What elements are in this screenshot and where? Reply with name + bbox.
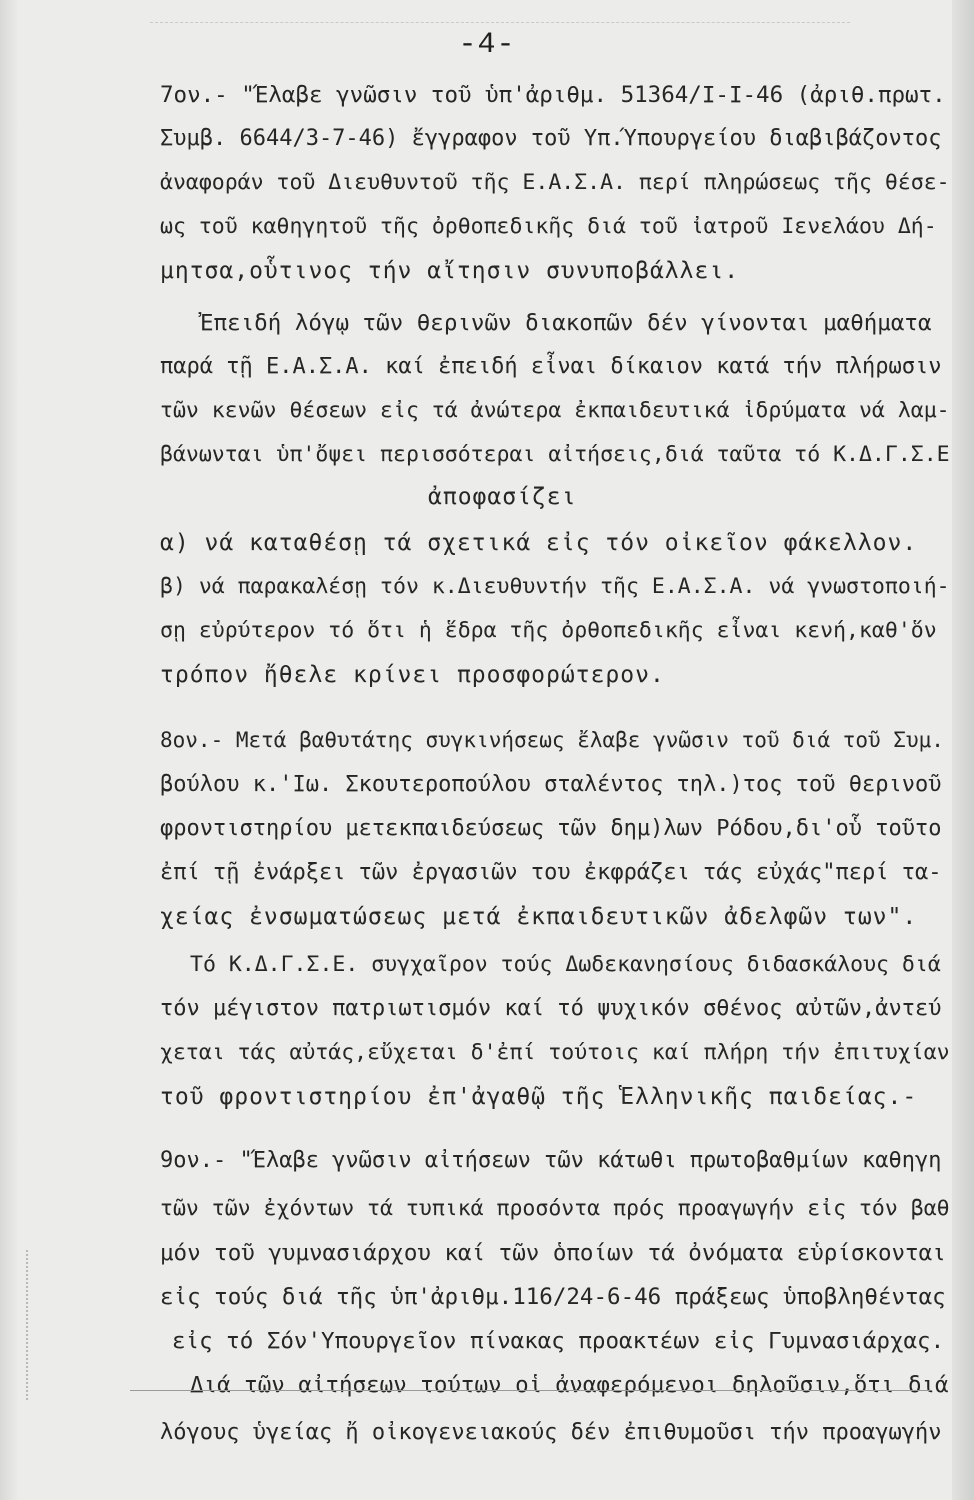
text-line: εἰς τούς διά τῆς ὑπ'ἀριθμ.116/24-6-46 πράξεως ὑποβληθέντας	[160, 1284, 946, 1310]
list-item: β) νά παρακαλέσῃ τόν κ.Διευθυντήν τῆς Ε.Α.Σ.Α. νά γνωστοποιή-	[160, 574, 950, 599]
text-line: παρά τῇ Ε.Α.Σ.Α. καί ἐπειδή εἶναι δίκαιον κατά τήν πλήρωσιν	[160, 354, 942, 379]
text-line: 7ον.- "Έλαβε γνῶσιν τοῦ ὑπ'ἀριθμ. 51364/Ι-Ι-46 (ἀριθ.πρωτ.	[160, 82, 946, 108]
text-line: Συμβ. 6644/3-7-46) ἔγγραφον τοῦ Υπ.Ύπουργείου διαβιβάζοντος	[160, 126, 942, 151]
text-line: βούλου κ.'Ιω. Σκουτεροπούλου σταλέντος τηλ.)τος τοῦ θερινοῦ	[160, 772, 942, 797]
text-line: τόν μέγιστον πατριωτισμόν καί τό ψυχικόν σθένος αὐτῶν,ἀντεύ	[160, 996, 942, 1021]
text-line: βάνωνται ὑπ'ὄψει περισσότεραι αἰτήσεις,διά ταῦτα τό Κ.Δ.Γ.Σ.Ε	[160, 442, 950, 467]
text-line: σῃ εὐρύτερον τό ὅτι ἡ ἕδρα τῆς ὀρθοπεδικῆς εἶναι κενή,καθ'ὅν	[160, 618, 937, 643]
page-number: -4-	[458, 28, 516, 62]
text-line: ως τοῦ καθηγητοῦ τῆς ὀρθοπεδικῆς διά τοῦ ἰατροῦ Ιενελάου Δή-	[160, 214, 937, 239]
text-line: μόν τοῦ γυμνασιάρχου καί τῶν ὁποίων τά ὀνόματα εὑρίσκονται	[160, 1240, 946, 1266]
list-item: α) νά καταθέσῃ τά σχετικά εἰς τόν οἰκεῖον φάκελλον.	[160, 530, 918, 556]
text-line: τρόπον ἤθελε κρίνει προσφορώτερον.	[160, 662, 665, 688]
text-line: ἐπί τῇ ἐνάρξει τῶν ἐργασιῶν του ἐκφράζει τάς εὐχάς"περί τα-	[160, 860, 942, 885]
text-line: εἰς τό Σόν'Υπουργεῖον πίνακας προακτέων εἰς Γυμνασιάρχας.	[172, 1328, 945, 1354]
text-line: χείας ἐνσωματώσεως μετά ἐκπαιδευτικῶν ἀδελφῶν των".	[160, 904, 918, 930]
text-line: 8ον.- Μετά βαθυτάτης συγκινήσεως ἔλαβε γνῶσιν τοῦ διά τοῦ Συμ.	[160, 728, 944, 752]
scan-right-edge	[952, 0, 974, 1500]
text-line: Διά τῶν αἰτήσεων τούτων οἱ ἀναφερόμενοι δηλοῦσιν,ὅτι διά	[190, 1372, 949, 1398]
decision-heading: ἀποφασίζει	[428, 484, 577, 510]
text-line: 9ον.- "Έλαβε γνῶσιν αἰτήσεων τῶν κάτωθι πρωτοβαθμίων καθηγη	[160, 1148, 942, 1173]
text-line: χεται τάς αὐτάς,εὔχεται δ'ἐπί τούτοις καί πλήρη τήν ἐπιτυχίαν	[160, 1040, 950, 1065]
text-line: Τό Κ.Δ.Γ.Σ.Ε. συγχαῖρον τούς Δωδεκανησίους διδασκάλους διά	[190, 952, 941, 977]
scan-left-edge	[0, 0, 18, 1500]
text-line: Ἐπειδή λόγῳ τῶν θερινῶν διακοπῶν δέν γίνονται μαθήματα	[200, 310, 932, 336]
underline-rule	[130, 1390, 930, 1391]
text-line: φροντιστηρίου μετεκπαιδεύσεως τῶν δημ)λων Ρόδου,δι'οὗ τοῦτο	[160, 816, 942, 841]
text-line: μητσα,οὗτινος τήν αἴτησιν συνυποβάλλει.	[160, 258, 740, 284]
margin-stamp-mark	[26, 1250, 42, 1400]
text-line: τῶν τῶν ἐχόντων τά τυπικά προσόντα πρός προαγωγήν εἰς τόν βαθ	[160, 1196, 950, 1221]
top-rule	[150, 22, 850, 23]
text-line: τῶν κενῶν θέσεων εἰς τά ἀνώτερα ἐκπαιδευτικά ἱδρύματα νά λαμ-	[160, 398, 950, 423]
text-line: τοῦ φροντιστηρίου ἐπ'ἀγαθῷ τῆς Ἑλληνικῆς παιδείας.-	[160, 1084, 918, 1110]
text-line: ἀναφοράν τοῦ Διευθυντοῦ τῆς Ε.Α.Σ.Α. περί πληρώσεως τῆς θέσε-	[160, 170, 950, 195]
text-line: λόγους ὑγείας ἤ οἰκογενειακούς δέν ἐπιθυμοῦσι τήν προαγωγήν	[160, 1420, 942, 1445]
